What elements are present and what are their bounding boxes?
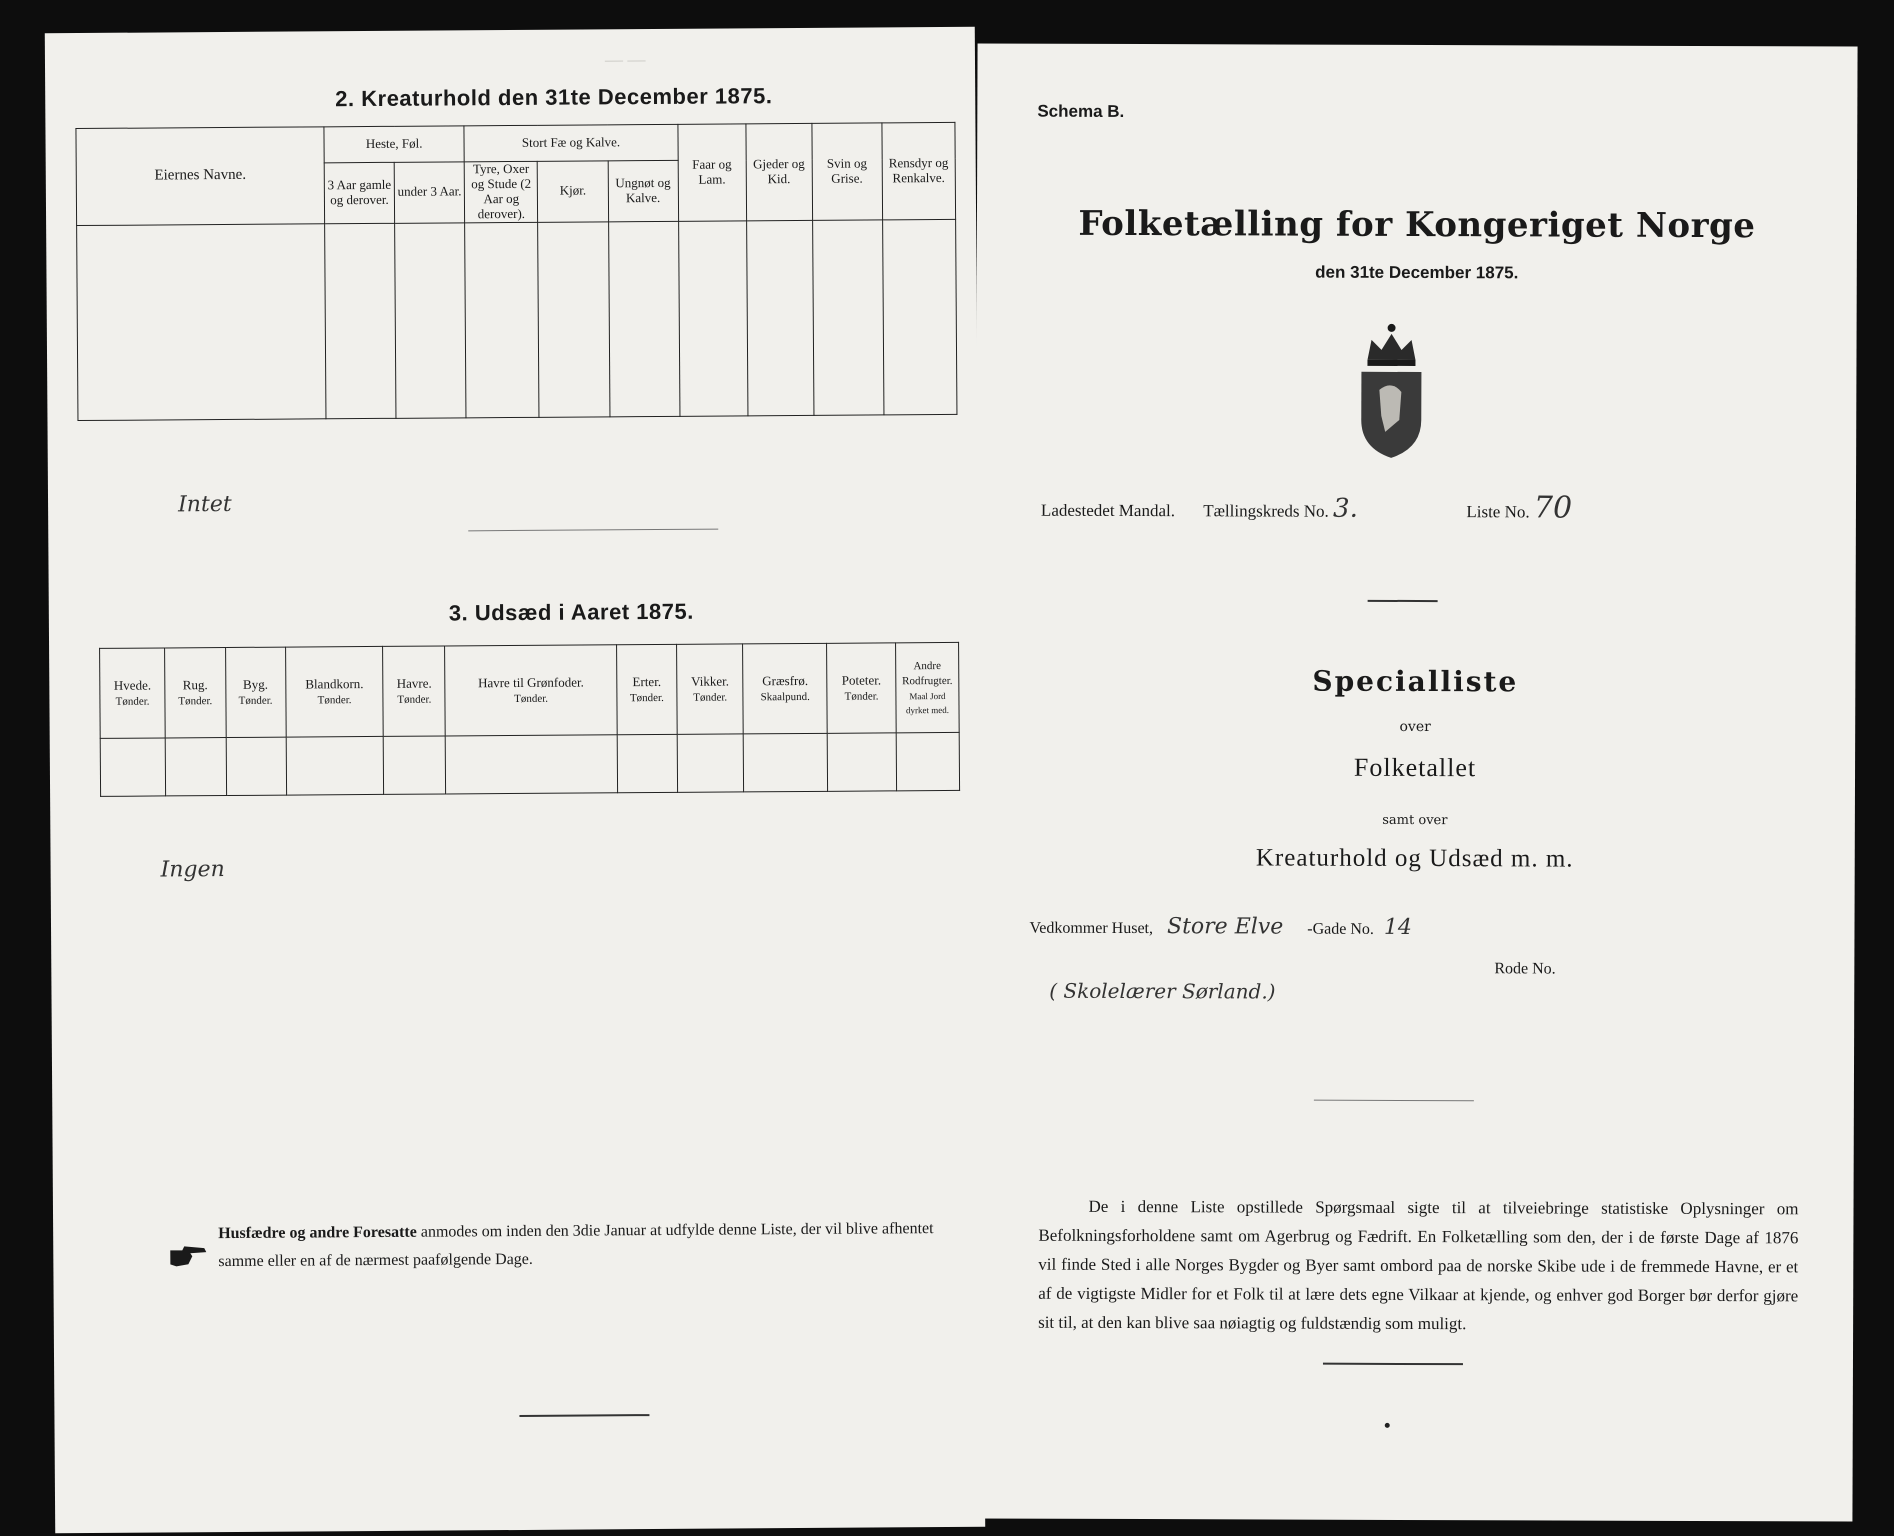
bottom-rule <box>1323 1363 1463 1365</box>
seed-header-potatoes <box>827 643 896 733</box>
bottom-rule <box>519 1414 649 1416</box>
horses-old-header: 3 Aar gamle og derover. <box>324 162 395 223</box>
cattle-cows-cell <box>538 222 609 417</box>
gade-label: -Gade No. <box>1307 920 1374 938</box>
street-value: Store Elve <box>1166 914 1284 940</box>
seed-cell <box>384 736 446 794</box>
seed-name: Blandkorn. <box>305 675 364 692</box>
cattle-young-header: Ungnøt og Kalve. <box>608 160 679 221</box>
house-label: Vedkommer Huset, <box>1029 919 1154 938</box>
seed-name: Byg. <box>242 676 268 692</box>
house-line <box>1029 914 1849 942</box>
seed-header-vetch <box>677 644 744 734</box>
seed-cell <box>286 736 384 795</box>
pigs-header: Svin og Grise. <box>812 123 883 220</box>
seed-name: Havre til Grønfoder. <box>477 674 584 690</box>
gade-value: 14 <box>1383 914 1412 940</box>
seed-unit: Tønder. <box>238 694 273 707</box>
pigs-cell <box>812 220 883 415</box>
seed-unit: Tønder. <box>844 689 879 703</box>
cattle-cows-header: Kjør. <box>538 161 609 222</box>
seed-cell <box>744 733 828 792</box>
goats-header: Gjeder og Kid. <box>746 123 813 220</box>
seed-cell <box>100 738 166 796</box>
seed-unit: Skaalpund. <box>760 690 810 703</box>
seed-cell <box>896 732 959 790</box>
seed-cell <box>617 734 678 792</box>
document-date: den 31te December 1875. <box>1315 262 1519 283</box>
specialliste-heading: Specialliste <box>1312 664 1519 699</box>
reindeer-header: Rensdyr og Renkalve. <box>882 122 956 219</box>
seed-name: Rug. <box>182 676 208 692</box>
left-page <box>45 27 985 1533</box>
notice-text <box>218 1215 958 1276</box>
seed-unit: Maal Jord dyrket med. <box>905 690 950 716</box>
seed-name: Andre Rodfrugter. <box>902 659 953 687</box>
horses-young-header: under 3 Aar. <box>394 162 465 223</box>
seed-unit: Tønder. <box>178 694 213 707</box>
seed-handwritten-note: Ingen <box>160 857 225 883</box>
samt-over-text: samt over <box>1382 812 1448 829</box>
section3-title: 3. Udsæd i Aaret 1875. <box>448 598 694 626</box>
seed-name: Poteter. <box>841 672 882 688</box>
bleed-through: — — <box>604 49 646 70</box>
seed-unit: Tønder. <box>629 691 664 704</box>
seed-name: Havre. <box>396 675 432 691</box>
seed-name: Vikker. <box>691 673 730 689</box>
right-page <box>972 43 1857 1521</box>
cattle-young-cell <box>608 221 679 416</box>
location-line <box>1041 489 1861 527</box>
rule <box>1314 1100 1474 1102</box>
seed-header-green-oats <box>445 645 617 736</box>
seed-cell <box>827 733 896 791</box>
cattle-header: Stort Fæ og Kalve. <box>464 124 678 161</box>
intro-paragraph: De i denne Liste opstillede Spørgsmaal sigte til at tilveiebringe statistiske Oplysninger om Befolkningsforholdene samt om Agerbrug og Fædrift. En Folketælling som den, der i de første Dage af 1876 vil finde Sted i alle Norges Bygder og Byer samt ombord paa de norske Skibe ude i de fremmede Havne, er et af de vigtigste Midler for et Folk til at lære dets egne Vilkaar at kjende, og enhver god Borger bør derfor gjøre sit til, at den kan blive saa nøiagtig og fuldstændig som muligt. <box>1038 1196 1799 1334</box>
kreaturhold-text: Kreaturhold og Udsæd m. m. <box>1255 844 1574 873</box>
seed-cell <box>446 735 618 794</box>
reindeer-cell <box>882 219 957 415</box>
horses-young-cell <box>395 223 466 418</box>
cattle-bulls-header: Tyre, Oxer og Stude (2 Aar og derover). <box>464 161 538 222</box>
livestock-handwritten-note: Intet <box>177 491 232 518</box>
list-label: Liste No. <box>1466 502 1530 522</box>
sheep-header: Faar og Lam. <box>678 124 747 221</box>
ink-dot <box>1385 1423 1390 1428</box>
list-value: 70 <box>1533 490 1573 526</box>
seed-unit: Tønder. <box>115 695 150 708</box>
rode-label: Rode No. <box>1494 960 1556 978</box>
notice-rest: anmodes om inden den 3die Januar at udfylde denne Liste, der vil blive afhentet samme eller en af de nærmest paafølgende Dage. <box>218 1220 934 1271</box>
seed-header-grass-seed <box>743 643 828 734</box>
district-label: Tællingskreds No. <box>1203 501 1329 521</box>
notice-bold: Husfædre og andre Foresatte <box>218 1223 417 1243</box>
seed-name: Hvede. <box>113 677 152 693</box>
seed-header-mixed-grain <box>285 646 383 737</box>
seed-header-rye <box>165 648 226 738</box>
seed-header-wheat <box>100 648 166 738</box>
seed-header-oats <box>383 646 446 736</box>
folketallet-text: Folketallet <box>1353 752 1477 783</box>
coat-of-arms-icon <box>1351 320 1431 460</box>
house-note: ( Skolelærer Sørland.) <box>1049 978 1276 1004</box>
seed-unit: Tønder. <box>397 693 432 706</box>
owner-cell <box>77 224 326 421</box>
seed-header-barley <box>225 647 286 737</box>
seed-table <box>99 642 960 797</box>
over-text: over <box>1399 718 1431 736</box>
seed-unit: Tønder. <box>693 691 728 704</box>
goats-cell <box>746 220 813 415</box>
district-value: 3. <box>1333 493 1358 524</box>
livestock-table <box>75 122 957 421</box>
seed-cell <box>165 738 226 796</box>
pointing-hand-icon <box>168 1242 208 1270</box>
seed-cell <box>677 734 744 792</box>
section2-title: 2. Kreaturhold den 31te December 1875. <box>335 83 773 112</box>
seed-unit: Tønder. <box>317 693 352 706</box>
document-title: Folketælling for Kongeriget Norge <box>1078 203 1756 247</box>
rule <box>468 529 718 532</box>
seed-name: Erter. <box>632 673 662 689</box>
horses-header: Heste, Føl. <box>324 126 464 163</box>
schema-label: Schema B. <box>1037 101 1125 121</box>
horses-old-cell <box>325 223 396 418</box>
sheep-cell <box>678 221 747 416</box>
owner-header: Eiernes Navne. <box>76 127 325 225</box>
place-label: Ladestedet Mandal. <box>1040 500 1176 521</box>
cattle-bulls-cell <box>465 222 540 418</box>
seed-header-other-roots <box>896 642 960 732</box>
seed-cell <box>226 737 287 795</box>
seed-unit: Tønder. <box>514 692 549 705</box>
seed-header-peas <box>616 644 677 734</box>
seed-name: Græsfrø. <box>762 672 809 688</box>
divider <box>1368 600 1438 602</box>
